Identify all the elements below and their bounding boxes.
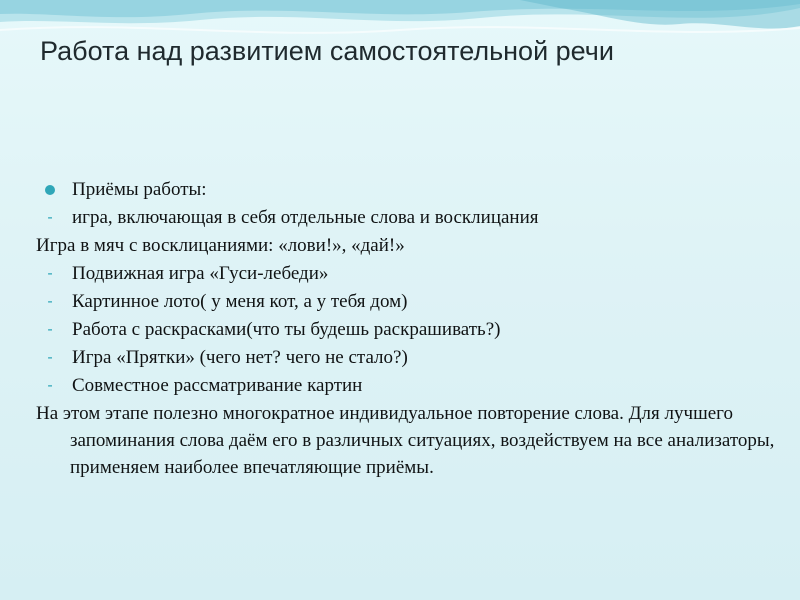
dash-bullet-icon: - — [47, 377, 53, 394]
dash-bullet-icon: - — [47, 293, 53, 310]
list-item — [36, 260, 776, 288]
bullet-dot-icon — [36, 176, 64, 204]
list-item — [36, 288, 776, 316]
list-item — [36, 344, 776, 372]
list-item-text: Игра в мяч с восклицаниями: «лови!», «дай!» — [36, 235, 405, 256]
heading-item-text: Приёмы работы: — [72, 179, 207, 200]
slide-title: Работа над развитием самостоятельной речи — [40, 36, 614, 66]
dash-bullet-icon: - — [47, 321, 53, 338]
dash-bullet-icon: - — [47, 265, 53, 282]
list-item-text: игра, включающая в себя отдельные слова и восклицания — [72, 207, 539, 228]
list-item-text: Работа с раскрасками(что ты будешь раскрашивать?) — [72, 319, 501, 340]
summary-paragraph: На этом этапе полезно многократное индивидуальное повторение слова. Для лучшего запоминания слова даём его в различных ситуациях, воздействуем на все анализаторы, применяем наиболее впечатляющие приёмы. — [36, 403, 775, 478]
list-item-text: Игра «Прятки» (чего нет? чего не стало?) — [72, 347, 408, 368]
dash-bullet-icon: - — [47, 349, 53, 366]
list-item — [36, 204, 776, 232]
list-item — [36, 372, 776, 400]
list-item-text: Картинное лото( у меня кот, а у тебя дом) — [72, 291, 408, 312]
list-item — [36, 232, 776, 260]
list-item-heading — [36, 176, 776, 204]
slide-body — [36, 176, 776, 481]
list-item-text: Совместное рассматривание картин — [72, 375, 363, 396]
list-item — [36, 316, 776, 344]
dash-bullet-icon: - — [47, 209, 53, 226]
list-item-text: Подвижная игра «Гуси-лебеди» — [72, 263, 329, 284]
